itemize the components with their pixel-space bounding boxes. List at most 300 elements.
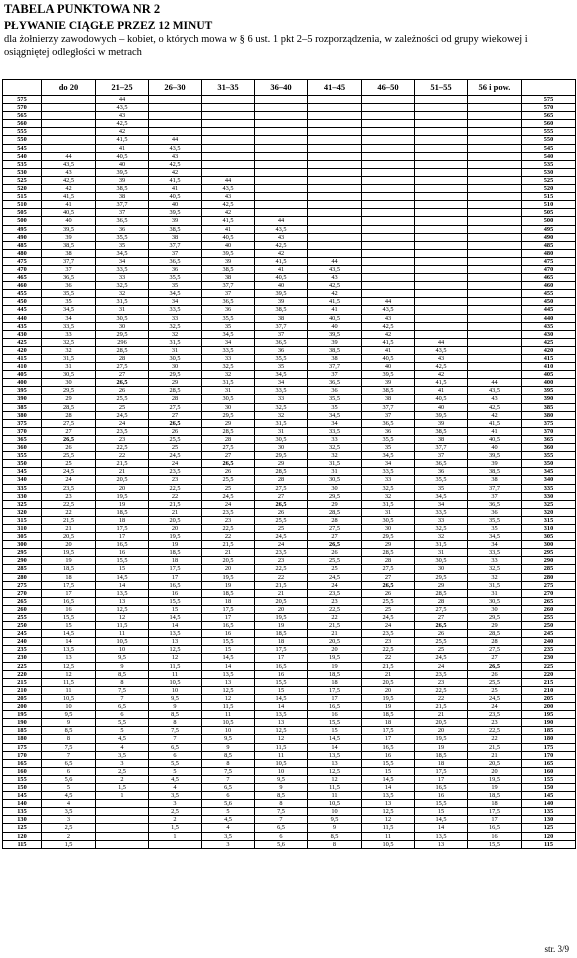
table-cell: 23,5 — [362, 630, 415, 638]
table-cell: 23,5 — [308, 589, 362, 597]
table-cell: 29 — [415, 581, 468, 589]
table-cell: 395 — [522, 387, 576, 395]
table-cell: 26 — [415, 630, 468, 638]
table-cell: 30,5 — [308, 476, 362, 484]
table-cell: 495 — [3, 225, 42, 233]
table-cell: 13,5 — [96, 589, 149, 597]
table-row — [3, 225, 576, 233]
table-cell: 8,5 — [202, 751, 255, 759]
table-cell: 27,5 — [96, 363, 149, 371]
table-cell: 15,5 — [255, 678, 308, 686]
table-cell: 305 — [3, 533, 42, 541]
table-row — [3, 597, 576, 605]
table-cell: 270 — [3, 589, 42, 597]
table-cell: 13,5 — [415, 832, 468, 840]
table-row — [3, 694, 576, 702]
table-cell: 33,5 — [362, 468, 415, 476]
table-row — [3, 638, 576, 646]
table-cell: 3 — [42, 816, 96, 824]
table-cell: 245 — [3, 630, 42, 638]
table-cell: 250 — [522, 622, 576, 630]
table-cell: 525 — [522, 176, 576, 184]
table-cell: 325 — [3, 500, 42, 508]
table-cell: 44 — [96, 96, 149, 104]
table-cell: 570 — [3, 104, 42, 112]
table-cell: 18,5 — [149, 549, 202, 557]
table-cell — [468, 314, 522, 322]
table-cell: 30,5 — [42, 371, 96, 379]
table-cell: 19,5 — [202, 573, 255, 581]
table-cell: 530 — [3, 168, 42, 176]
table-cell: 29,5 — [308, 492, 362, 500]
table-row — [3, 678, 576, 686]
table-cell: 185 — [522, 727, 576, 735]
table-cell: 15 — [42, 622, 96, 630]
table-cell: 375 — [3, 419, 42, 427]
table-cell: 500 — [3, 217, 42, 225]
table-cell: 145 — [3, 792, 42, 800]
table-cell: 44 — [415, 338, 468, 346]
table-cell: 9 — [255, 783, 308, 791]
table-cell: 4,5 — [149, 775, 202, 783]
table-cell: 37 — [149, 249, 202, 257]
table-cell — [362, 160, 415, 168]
table-cell: 44 — [202, 176, 255, 184]
table-cell: 22 — [362, 654, 415, 662]
table-cell — [468, 355, 522, 363]
table-row — [3, 403, 576, 411]
table-cell — [149, 112, 202, 120]
table-cell: 29,5 — [96, 330, 149, 338]
table-cell: 20,5 — [308, 638, 362, 646]
table-cell: 365 — [3, 435, 42, 443]
table-cell: 445 — [3, 306, 42, 314]
table-cell: 28,5 — [308, 508, 362, 516]
table-row — [3, 338, 576, 346]
table-cell: 28 — [308, 516, 362, 524]
table-cell: 11 — [255, 751, 308, 759]
table-cell: 23 — [415, 678, 468, 686]
table-row — [3, 314, 576, 322]
table-cell: 17 — [255, 654, 308, 662]
table-cell: 310 — [522, 524, 576, 532]
table-row — [3, 168, 576, 176]
table-cell — [308, 217, 362, 225]
table-cell: 20 — [96, 484, 149, 492]
table-cell: 2 — [42, 832, 96, 840]
table-cell: 280 — [522, 573, 576, 581]
table-cell: 41,5 — [149, 176, 202, 184]
table-cell: 9 — [149, 703, 202, 711]
table-cell: 39 — [255, 298, 308, 306]
table-cell — [362, 265, 415, 273]
table-cell: 27,5 — [468, 646, 522, 654]
table-cell: 14 — [96, 581, 149, 589]
table-row — [3, 104, 576, 112]
table-cell — [202, 120, 255, 128]
table-cell: 465 — [522, 274, 576, 282]
table-cell: 25 — [362, 605, 415, 613]
table-cell: 345 — [3, 468, 42, 476]
table-cell: 12 — [149, 654, 202, 662]
table-cell: 360 — [3, 444, 42, 452]
table-cell: 41,5 — [468, 419, 522, 427]
table-cell: 16 — [415, 792, 468, 800]
table-cell: 32 — [415, 533, 468, 541]
table-cell: 5,6 — [202, 800, 255, 808]
table-cell: 210 — [3, 686, 42, 694]
table-row — [3, 176, 576, 184]
table-cell: 315 — [522, 516, 576, 524]
table-cell — [255, 144, 308, 152]
table-cell — [202, 136, 255, 144]
table-cell: 20,5 — [42, 533, 96, 541]
table-row — [3, 662, 576, 670]
table-cell — [415, 209, 468, 217]
table-cell: 24,5 — [255, 533, 308, 541]
table-cell — [202, 160, 255, 168]
table-cell: 39,5 — [468, 452, 522, 460]
table-cell: 33 — [202, 355, 255, 363]
table-cell: 24,5 — [468, 694, 522, 702]
table-cell: 22 — [255, 573, 308, 581]
table-cell: 21,5 — [415, 703, 468, 711]
table-row — [3, 355, 576, 363]
table-cell: 42 — [362, 330, 415, 338]
table-row — [3, 201, 576, 209]
table-cell: 17 — [415, 775, 468, 783]
table-cell: 39,5 — [42, 225, 96, 233]
table-cell: 240 — [3, 638, 42, 646]
table-cell: 5,6 — [255, 840, 308, 848]
table-cell: 30 — [149, 363, 202, 371]
table-cell: 38 — [255, 314, 308, 322]
table-cell: 4 — [96, 743, 149, 751]
table-cell: 34,5 — [202, 330, 255, 338]
table-cell — [415, 128, 468, 136]
table-cell — [42, 96, 96, 104]
table-cell: 35 — [308, 403, 362, 411]
table-cell: 405 — [522, 371, 576, 379]
table-cell: 30 — [362, 524, 415, 532]
table-cell: 1,5 — [42, 840, 96, 848]
table-cell: 12,5 — [96, 605, 149, 613]
table-cell: 200 — [522, 703, 576, 711]
table-cell: 35,5 — [96, 233, 149, 241]
table-cell: 12 — [42, 670, 96, 678]
table-cell: 535 — [522, 160, 576, 168]
table-cell: 135 — [522, 808, 576, 816]
table-row — [3, 476, 576, 484]
table-cell: 29 — [468, 622, 522, 630]
table-cell: 32,5 — [255, 403, 308, 411]
table-cell: 490 — [522, 233, 576, 241]
table-cell: 5,5 — [96, 719, 149, 727]
table-cell: 31 — [42, 363, 96, 371]
table-cell: 36 — [362, 427, 415, 435]
table-cell: 40,5 — [468, 435, 522, 443]
table-cell — [415, 322, 468, 330]
table-row — [3, 686, 576, 694]
table-cell: 25 — [149, 444, 202, 452]
table-cell: 14 — [202, 662, 255, 670]
table-cell: 40,5 — [362, 355, 415, 363]
table-cell — [255, 209, 308, 217]
table-cell: 12 — [308, 775, 362, 783]
table-cell: 28,5 — [255, 468, 308, 476]
table-cell: 520 — [3, 185, 42, 193]
table-cell: 230 — [3, 654, 42, 662]
table-cell: 27,5 — [202, 444, 255, 452]
table-cell: 18 — [42, 573, 96, 581]
table-cell — [308, 176, 362, 184]
table-cell: 43 — [362, 314, 415, 322]
table-cell: 11 — [362, 832, 415, 840]
table-cell — [468, 371, 522, 379]
table-cell — [362, 112, 415, 120]
table-cell: 570 — [522, 104, 576, 112]
table-cell: 25 — [96, 403, 149, 411]
table-cell: 14 — [415, 824, 468, 832]
table-cell: 460 — [522, 282, 576, 290]
table-cell: 36,5 — [42, 274, 96, 282]
table-row — [3, 783, 576, 791]
table-cell — [415, 104, 468, 112]
table-cell: 15 — [308, 727, 362, 735]
table-cell — [255, 104, 308, 112]
table-cell — [202, 104, 255, 112]
table-cell: 27 — [415, 614, 468, 622]
table-cell: 19,5 — [362, 694, 415, 702]
table-cell: 545 — [522, 144, 576, 152]
table-cell: 180 — [522, 735, 576, 743]
table-cell: 40 — [42, 217, 96, 225]
table-cell: 290 — [3, 557, 42, 565]
table-cell: 6,5 — [149, 743, 202, 751]
table-cell: 12 — [96, 614, 149, 622]
table-cell: 36,5 — [415, 460, 468, 468]
table-cell: 43,5 — [308, 265, 362, 273]
table-cell: 20,5 — [362, 678, 415, 686]
table-cell: 18 — [255, 638, 308, 646]
table-cell: 4,5 — [42, 792, 96, 800]
table-cell — [468, 363, 522, 371]
table-cell: 29,5 — [468, 614, 522, 622]
table-cell: 36 — [415, 468, 468, 476]
table-cell: 32 — [42, 346, 96, 354]
table-cell: 370 — [3, 427, 42, 435]
column-header: 31–35 — [202, 80, 255, 96]
table-cell: 44 — [255, 217, 308, 225]
table-row — [3, 759, 576, 767]
table-cell: 37,7 — [96, 201, 149, 209]
table-cell: 125 — [522, 824, 576, 832]
table-cell: 20,5 — [202, 557, 255, 565]
points-table — [2, 79, 576, 849]
table-cell: 31 — [415, 549, 468, 557]
table-cell: 225 — [522, 662, 576, 670]
table-cell: 24 — [415, 662, 468, 670]
table-cell: 32,5 — [362, 484, 415, 492]
table-row — [3, 346, 576, 354]
table-cell: 26,5 — [308, 541, 362, 549]
table-cell: 15 — [255, 686, 308, 694]
table-cell: 325 — [522, 500, 576, 508]
table-cell: 23 — [149, 476, 202, 484]
table-cell: 235 — [3, 646, 42, 654]
table-body — [3, 96, 576, 849]
table-row — [3, 452, 576, 460]
table-cell: 13,5 — [255, 711, 308, 719]
table-cell: 165 — [522, 759, 576, 767]
table-row — [3, 670, 576, 678]
table-cell: 38 — [468, 476, 522, 484]
table-cell: 24 — [202, 500, 255, 508]
table-cell — [96, 808, 149, 816]
table-cell: 220 — [522, 670, 576, 678]
table-cell: 28 — [149, 395, 202, 403]
table-cell: 21 — [149, 508, 202, 516]
table-cell — [308, 160, 362, 168]
table-cell: 40 — [149, 201, 202, 209]
table-row — [3, 233, 576, 241]
table-cell: 36,5 — [255, 338, 308, 346]
table-cell: 420 — [3, 346, 42, 354]
table-cell: 195 — [3, 711, 42, 719]
table-cell: 21,5 — [468, 743, 522, 751]
table-cell: 34 — [308, 419, 362, 427]
table-cell — [362, 193, 415, 201]
table-cell: 7 — [42, 751, 96, 759]
table-cell — [308, 168, 362, 176]
table-cell: 42,5 — [308, 282, 362, 290]
table-cell: 15,5 — [468, 840, 522, 848]
table-cell: 17 — [202, 614, 255, 622]
table-cell: 34 — [149, 298, 202, 306]
table-cell: 440 — [522, 314, 576, 322]
table-cell: 35,5 — [362, 435, 415, 443]
table-cell: 10 — [255, 767, 308, 775]
table-cell: 245 — [522, 630, 576, 638]
column-header: 41–45 — [308, 80, 362, 96]
table-cell: 40 — [308, 322, 362, 330]
table-cell — [415, 193, 468, 201]
table-cell: 27 — [96, 371, 149, 379]
table-cell: 13,5 — [202, 670, 255, 678]
table-cell: 31,5 — [308, 460, 362, 468]
table-cell: 385 — [522, 403, 576, 411]
table-cell: 32 — [468, 573, 522, 581]
table-cell: 14 — [255, 703, 308, 711]
table-cell: 15,5 — [149, 597, 202, 605]
table-row — [3, 646, 576, 654]
table-row — [3, 185, 576, 193]
table-cell: 19,5 — [415, 735, 468, 743]
table-cell — [362, 209, 415, 217]
table-cell: 25 — [415, 646, 468, 654]
table-cell: 4 — [42, 800, 96, 808]
table-cell: 540 — [3, 152, 42, 160]
table-cell: 36,5 — [468, 500, 522, 508]
table-cell: 39,5 — [308, 330, 362, 338]
table-cell: 28 — [415, 597, 468, 605]
table-cell: 39 — [96, 176, 149, 184]
table-cell: 19,5 — [308, 654, 362, 662]
table-cell: 36 — [468, 508, 522, 516]
table-cell: 17,5 — [468, 808, 522, 816]
table-cell: 22,5 — [202, 524, 255, 532]
table-cell — [468, 96, 522, 104]
table-cell: 33 — [96, 274, 149, 282]
table-cell: 7 — [149, 735, 202, 743]
table-row — [3, 516, 576, 524]
table-cell: 22 — [202, 533, 255, 541]
table-cell: 10,5 — [149, 678, 202, 686]
table-cell: 24 — [96, 419, 149, 427]
table-cell: 38,5 — [468, 468, 522, 476]
table-cell: 40,5 — [96, 152, 149, 160]
table-cell: 43 — [42, 168, 96, 176]
table-cell: 460 — [3, 282, 42, 290]
table-cell: 17,5 — [96, 524, 149, 532]
table-cell: 13 — [255, 719, 308, 727]
table-cell: 4 — [149, 783, 202, 791]
table-cell: 130 — [3, 816, 42, 824]
table-cell: 28 — [255, 476, 308, 484]
table-cell: 20 — [202, 565, 255, 573]
table-cell: 41,5 — [308, 298, 362, 306]
table-cell: 17 — [96, 533, 149, 541]
table-cell: 390 — [3, 395, 42, 403]
table-cell: 32 — [255, 411, 308, 419]
table-cell: 34,5 — [415, 492, 468, 500]
table-cell: 8,5 — [255, 792, 308, 800]
table-cell: 255 — [522, 614, 576, 622]
table-cell — [96, 832, 149, 840]
column-header — [522, 80, 576, 96]
table-cell: 30 — [96, 322, 149, 330]
table-cell: 42,5 — [96, 120, 149, 128]
table-cell: 21,5 — [308, 622, 362, 630]
table-cell — [362, 225, 415, 233]
table-cell: 30 — [308, 484, 362, 492]
table-cell: 23 — [42, 492, 96, 500]
table-cell: 21 — [415, 711, 468, 719]
table-cell: 43 — [255, 233, 308, 241]
column-header: 36–40 — [255, 80, 308, 96]
table-cell: 27,5 — [42, 419, 96, 427]
table-row — [3, 193, 576, 201]
table-cell: 31 — [468, 589, 522, 597]
table-cell — [415, 274, 468, 282]
table-cell: 39,5 — [149, 209, 202, 217]
table-row — [3, 622, 576, 630]
table-cell: 21,5 — [149, 500, 202, 508]
table-cell: 11 — [202, 711, 255, 719]
table-cell: 26 — [362, 589, 415, 597]
table-cell: 14 — [362, 783, 415, 791]
table-cell: 30 — [202, 403, 255, 411]
table-cell: 6 — [96, 711, 149, 719]
table-cell: 28,5 — [468, 630, 522, 638]
table-cell: 34 — [42, 314, 96, 322]
column-header: 51–55 — [415, 80, 468, 96]
table-cell: 15,5 — [42, 614, 96, 622]
table-cell: 22 — [149, 492, 202, 500]
table-cell — [415, 257, 468, 265]
table-cell: 19 — [96, 500, 149, 508]
table-cell: 43 — [308, 274, 362, 282]
